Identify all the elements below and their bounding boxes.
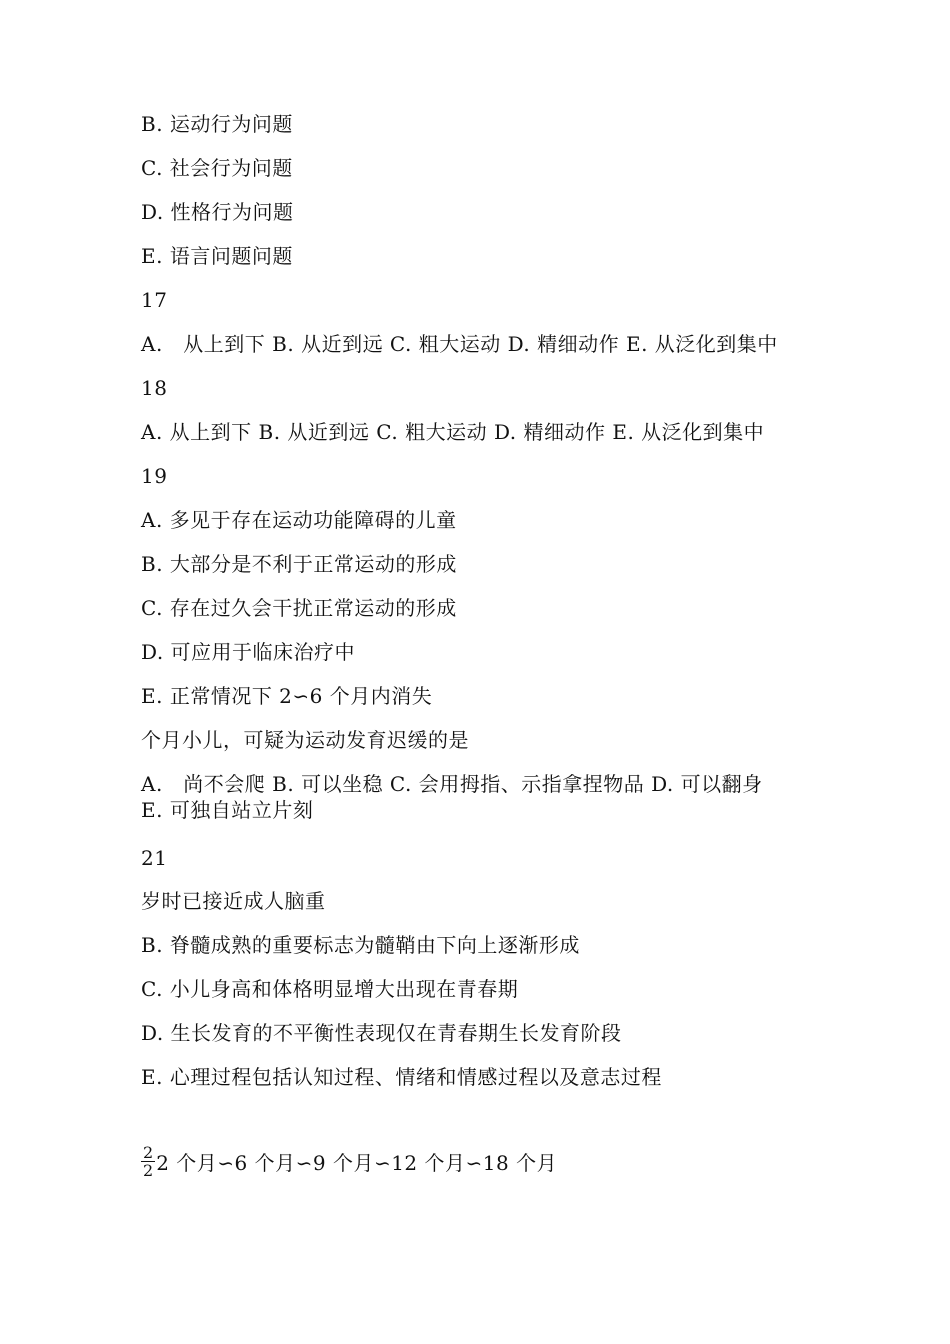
option-c-19: C. 存在过久会干扰正常运动的形成 (141, 596, 457, 620)
question-number-18: 18 (141, 376, 168, 400)
options-18: A. 从上到下 B. 从近到远 C. 粗大运动 D. 精细动作 E. 从泛化到集中 (141, 420, 765, 444)
question-number-19: 19 (141, 464, 168, 488)
option-b-21: B. 脊髓成熟的重要标志为髓鞘由下向上逐渐形成 (141, 933, 580, 957)
option-c-21: C. 小儿身高和体格明显增大出现在青春期 (141, 977, 519, 1001)
question-number-21: 21 (141, 846, 168, 870)
option-c-16: C. 社会行为问题 (141, 156, 293, 180)
fraction-denominator: 2 (143, 1161, 154, 1180)
question-number-17: 17 (141, 288, 168, 312)
options-17: A. 从上到下 B. 从近到远 C. 粗大运动 D. 精细动作 E. 从泛化到集中 (141, 332, 778, 356)
option-b-16: B. 运动行为问题 (141, 112, 293, 136)
footer-line (141, 1144, 557, 1179)
options-20: A. 尚不会爬 B. 可以坐稳 C. 会用拇指、示指拿捏物品 D. 可以翻身 E. 可独自站立片刻 (141, 772, 763, 822)
question-stem-20: 个月小儿，可疑为运动发育迟缓的是 (141, 728, 469, 752)
option-a-21: 岁时已接近成人脑重 (141, 889, 326, 913)
option-e-19: E. 正常情况下 2∽6 个月内消失 (141, 684, 433, 708)
option-a-19: A. 多见于存在运动功能障碍的儿童 (141, 508, 457, 532)
footer-fraction (141, 1144, 155, 1179)
option-d-19: D. 可应用于临床治疗中 (141, 640, 356, 664)
option-e-16: E. 语言问题问题 (141, 244, 293, 268)
option-d-16: D. 性格行为问题 (141, 200, 294, 224)
footer-text: 2 个月∽6 个月∽9 个月∽12 个月∽18 个月 (156, 1151, 558, 1175)
option-d-21: D. 生长发育的不平衡性表现仅在青春期生长发育阶段 (141, 1021, 622, 1045)
option-e-21: E. 心理过程包括认知过程、情绪和情感过程以及意志过程 (141, 1065, 662, 1089)
fraction-numerator: 2 (143, 1143, 154, 1162)
option-b-19: B. 大部分是不利于正常运动的形成 (141, 552, 457, 576)
